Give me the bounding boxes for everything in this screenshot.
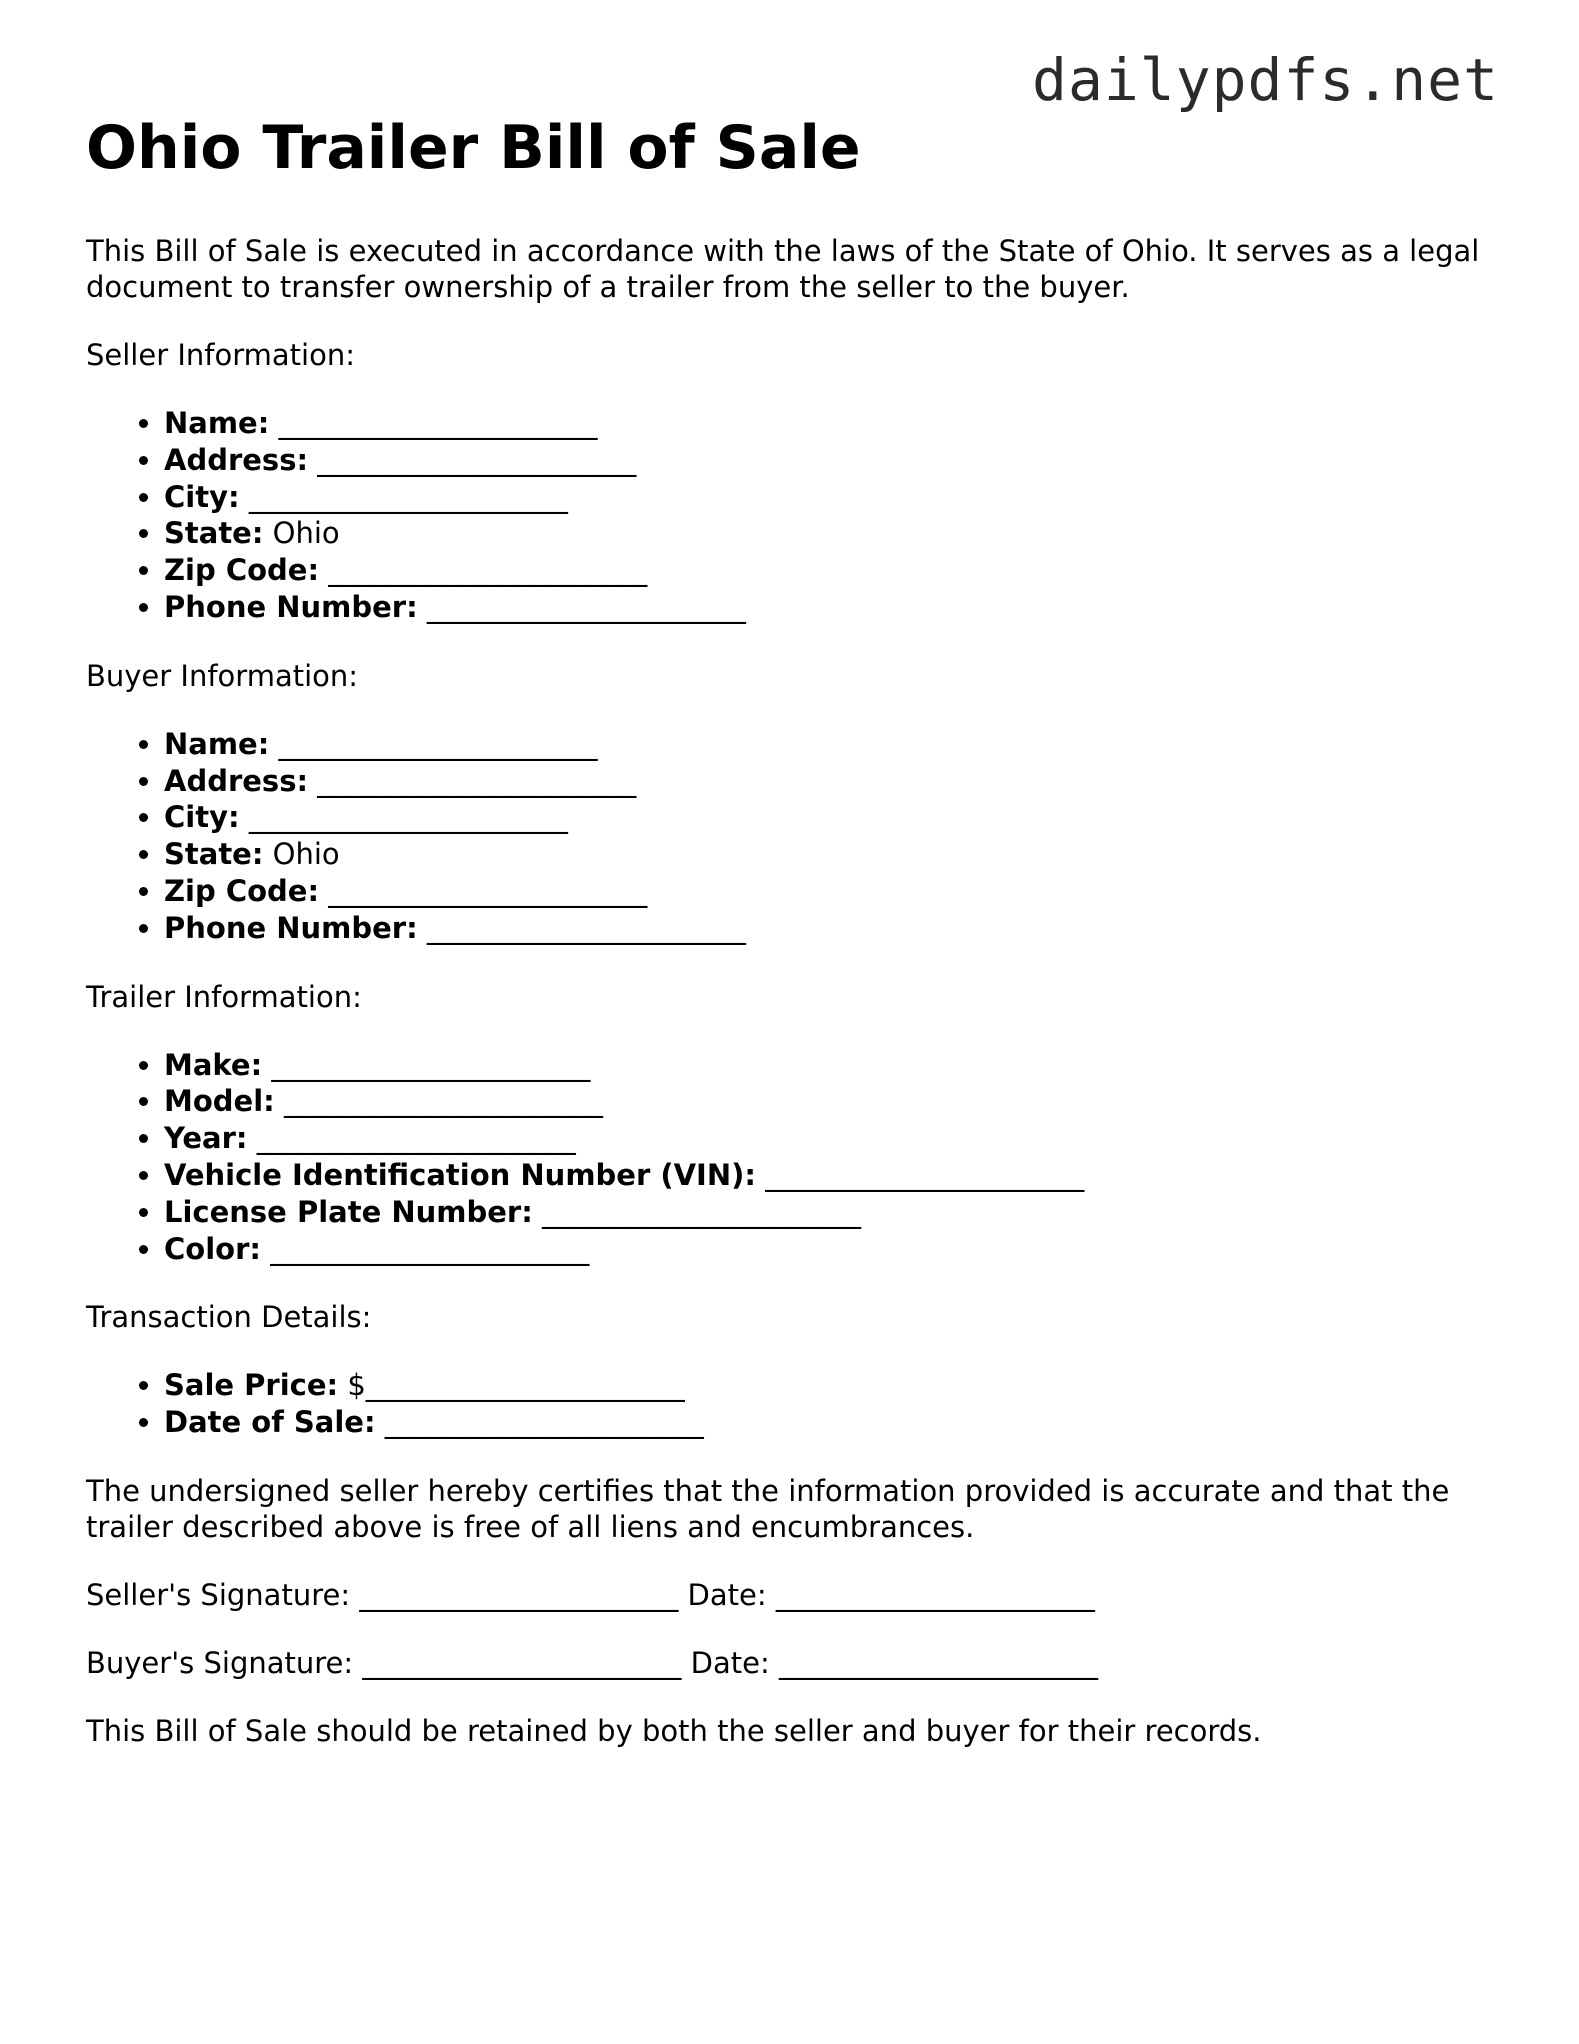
trailer-section-heading: Trailer Information: bbox=[86, 979, 362, 1014]
seller-phone-blank[interactable]: ______________________ bbox=[426, 589, 746, 624]
buyer-section-heading: Buyer Information: bbox=[86, 658, 359, 693]
field-label: Date of Sale: bbox=[164, 1405, 376, 1440]
trailer-model-blank[interactable]: ______________________ bbox=[283, 1084, 603, 1119]
seller-state-item bbox=[164, 515, 1506, 552]
document-page bbox=[86, 108, 1506, 1749]
seller-section-heading: Seller Information: bbox=[86, 338, 355, 372]
seller-date-label: Date: bbox=[687, 1577, 767, 1612]
trailer-vin-blank[interactable]: ______________________ bbox=[765, 1157, 1085, 1192]
buyer-address-item bbox=[164, 763, 1506, 800]
trailer-year-item bbox=[164, 1120, 1506, 1157]
seller-address-item bbox=[164, 442, 1506, 479]
buyer-city-item bbox=[164, 799, 1506, 836]
sale-price-blank[interactable]: ______________________ bbox=[365, 1368, 685, 1403]
transaction-fields-list bbox=[86, 1367, 1506, 1441]
trailer-plate-blank[interactable]: ______________________ bbox=[542, 1194, 862, 1229]
seller-zip-blank[interactable]: ______________________ bbox=[328, 553, 648, 588]
field-label: License Plate Number: bbox=[164, 1194, 533, 1229]
field-label: Year: bbox=[164, 1121, 248, 1156]
field-label: City: bbox=[164, 479, 240, 514]
seller-address-blank[interactable]: ______________________ bbox=[317, 442, 637, 477]
buyer-zip-blank[interactable]: ______________________ bbox=[328, 873, 648, 908]
buyer-state-value: Ohio bbox=[272, 837, 340, 872]
seller-zip-item bbox=[164, 552, 1506, 589]
seller-name-item bbox=[164, 405, 1506, 442]
currency-symbol: $ bbox=[347, 1368, 366, 1403]
certification-paragraph: The undersigned seller hereby certifies that the information provided is accurate and that the trailer described above is free of all liens and encumbrances. bbox=[86, 1473, 1450, 1544]
sale-price-item bbox=[164, 1367, 1506, 1404]
trailer-plate-item bbox=[164, 1194, 1506, 1231]
field-label: City: bbox=[164, 800, 240, 835]
field-label: State: bbox=[164, 516, 264, 551]
trailer-make-blank[interactable]: ______________________ bbox=[271, 1047, 591, 1082]
buyer-phone-item bbox=[164, 910, 1506, 947]
trailer-color-item bbox=[164, 1231, 1506, 1268]
trailer-make-item bbox=[164, 1047, 1506, 1084]
field-label: Color: bbox=[164, 1231, 261, 1266]
seller-signature-line bbox=[86, 1577, 1506, 1613]
seller-city-blank[interactable]: ______________________ bbox=[248, 479, 568, 514]
buyer-date-blank[interactable]: ______________________ bbox=[778, 1645, 1098, 1680]
field-label: Model: bbox=[164, 1084, 275, 1119]
page-title: Ohio Trailer Bill of Sale bbox=[86, 113, 861, 183]
sale-date-blank[interactable]: ______________________ bbox=[384, 1405, 704, 1440]
buyer-name-item bbox=[164, 726, 1506, 763]
buyer-address-blank[interactable]: ______________________ bbox=[317, 763, 637, 798]
buyer-fields-list bbox=[86, 726, 1506, 947]
field-label: Phone Number: bbox=[164, 910, 418, 945]
watermark: dailypdfs.net bbox=[1032, 46, 1499, 114]
buyer-signature-blank[interactable]: ______________________ bbox=[362, 1645, 682, 1680]
buyer-signature-line bbox=[86, 1645, 1506, 1681]
buyer-name-blank[interactable]: ______________________ bbox=[278, 726, 598, 761]
trailer-model-item bbox=[164, 1083, 1506, 1120]
buyer-signature-label: Buyer's Signature: bbox=[86, 1645, 354, 1680]
buyer-zip-item bbox=[164, 873, 1506, 910]
retain-note: This Bill of Sale should be retained by both the seller and buyer for their records. bbox=[86, 1713, 1262, 1748]
intro-paragraph: This Bill of Sale is executed in accordance with the laws of the State of Ohio. It serves as a legal document to transfer ownership of a trailer from the seller to the buyer. bbox=[86, 234, 1480, 304]
buyer-date-label: Date: bbox=[690, 1645, 770, 1680]
seller-phone-item bbox=[164, 589, 1506, 626]
seller-signature-label: Seller's Signature: bbox=[86, 1577, 351, 1612]
field-label: Zip Code: bbox=[164, 873, 320, 908]
field-label: Name: bbox=[164, 406, 270, 440]
field-label: Make: bbox=[164, 1047, 263, 1082]
seller-name-blank[interactable]: ______________________ bbox=[278, 406, 598, 440]
trailer-year-blank[interactable]: ______________________ bbox=[256, 1121, 576, 1156]
seller-city-item bbox=[164, 479, 1506, 516]
seller-signature-blank[interactable]: ______________________ bbox=[359, 1577, 679, 1612]
field-label: Zip Code: bbox=[164, 553, 320, 588]
seller-date-blank[interactable]: ______________________ bbox=[775, 1577, 1095, 1612]
trailer-color-blank[interactable]: ______________________ bbox=[270, 1231, 590, 1266]
field-label: State: bbox=[164, 837, 264, 872]
buyer-phone-blank[interactable]: ______________________ bbox=[426, 910, 746, 945]
buyer-state-item bbox=[164, 836, 1506, 873]
buyer-city-blank[interactable]: ______________________ bbox=[248, 800, 568, 835]
seller-state-value: Ohio bbox=[272, 516, 340, 551]
field-label: Phone Number: bbox=[164, 589, 418, 624]
seller-fields-list bbox=[86, 405, 1506, 626]
field-label: Address: bbox=[164, 763, 309, 798]
field-label: Sale Price: bbox=[164, 1368, 339, 1403]
trailer-vin-item bbox=[164, 1157, 1506, 1194]
field-label: Vehicle Identification Number (VIN): bbox=[164, 1157, 756, 1192]
trailer-fields-list bbox=[86, 1047, 1506, 1268]
sale-date-item bbox=[164, 1404, 1506, 1441]
field-label: Name: bbox=[164, 726, 270, 761]
transaction-section-heading: Transaction Details: bbox=[86, 1300, 372, 1335]
field-label: Address: bbox=[164, 442, 309, 477]
